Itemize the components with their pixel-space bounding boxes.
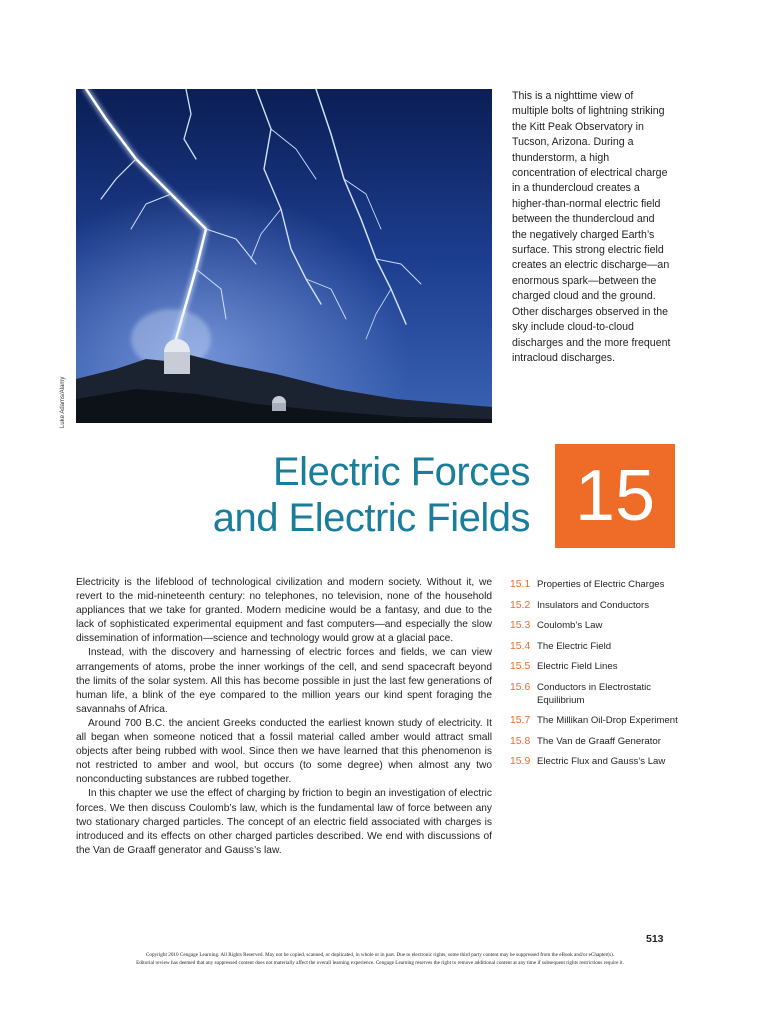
copyright-line-1: Copyright 2010 Cengage Learning. All Rights Reserved. May not be copied, scanned, or duplicated, in whole or in part. Due to electronic rights, some third party content may be suppressed from the eBook and/or eChapter(s). bbox=[145, 952, 615, 958]
toc-title: The Millikan Oil-Drop Experiment bbox=[537, 715, 678, 726]
toc-number: 15.6 bbox=[510, 681, 531, 693]
photo-credit: Luke Adams/Alamy bbox=[60, 376, 66, 428]
toc-title: Electric Field Lines bbox=[537, 661, 618, 672]
toc-number: 15.7 bbox=[510, 715, 531, 726]
chapter-title-line-2: and Electric Fields bbox=[212, 496, 530, 540]
toc-title: Electric Flux and Gauss’s Law bbox=[537, 756, 666, 767]
toc-title: The Electric Field bbox=[537, 640, 612, 652]
toc-item[interactable] bbox=[510, 714, 685, 727]
toc-item[interactable] bbox=[510, 599, 685, 612]
page-number: 513 bbox=[646, 933, 664, 945]
photo-caption: This is a nighttime view of multiple bolts of lightning striking the Kitt Peak Observatory in Tucson, Arizona. During a thunderstorm, a high concentration of electrical charge in a thundercloud creates a higher-than-normal electric field between the thundercloud and the negatively charged Earth’s surface. This strong electric field creates an electric discharge—an enormous spark—between the charged cloud and the ground. Other discharges observed in the sky include cloud-to-cloud discharges and the more frequent intracloud discharges. bbox=[512, 90, 671, 364]
toc-title: Coulomb’s Law bbox=[537, 620, 603, 631]
intro-paragraph-2: Instead, with the discovery and harnessing of electric forces and fields, we can view arrangements of atoms, probe the inner workings of the cell, and send spacecraft beyond the limits of the solar system. All this has become possible in just the last few generations of human life, a blink of the eye compared to the million years our kind spent foraging the savannahs of Africa. bbox=[76, 647, 492, 715]
toc-title: Properties of Electric Charges bbox=[537, 579, 665, 590]
toc-number: 15.4 bbox=[510, 640, 531, 652]
toc-item[interactable] bbox=[510, 660, 685, 673]
toc-title: The Van de Graaff Generator bbox=[537, 735, 661, 747]
chapter-introduction bbox=[76, 576, 492, 858]
toc-item[interactable] bbox=[510, 755, 685, 768]
lightning-illustration bbox=[76, 89, 492, 423]
toc-item[interactable] bbox=[510, 619, 685, 632]
chapter-number-badge: 15 bbox=[555, 444, 675, 548]
toc-number: 15.2 bbox=[510, 599, 531, 611]
chapter-title-line-1: Electric Forces bbox=[273, 450, 530, 494]
toc-item[interactable] bbox=[510, 735, 685, 748]
toc-item[interactable] bbox=[510, 681, 685, 707]
toc-item[interactable] bbox=[510, 578, 685, 591]
copyright-notice bbox=[70, 952, 690, 967]
toc-title: Conductors in Electrostatic Equilibrium bbox=[537, 681, 652, 706]
toc-number: 15.3 bbox=[510, 620, 531, 631]
lightning-photo bbox=[76, 89, 492, 423]
intro-paragraph-1: Electricity is the lifeblood of technological civilization and modern society. Without it, we revert to the mid-nineteenth century: no telephones, no television, none of the household appliances that we take for granted. Modern medicine would be a fantasy, and due to the lack of sophisticated experimental equipment and fast computers—and especially the slow dissemination of information—science and technology would grow at a glacial pace. bbox=[76, 577, 492, 645]
toc-number: 15.5 bbox=[510, 661, 531, 672]
toc-title: Insulators and Conductors bbox=[537, 599, 649, 611]
chapter-contents bbox=[510, 578, 685, 776]
toc-item[interactable] bbox=[510, 640, 685, 653]
copyright-line-2: Editorial review has deemed that any suppressed content does not materially affect the overall learning experience. Cengage Learning reserves the right to remove additional content at any time if subsequent rights restrictions require it. bbox=[136, 959, 624, 966]
toc-number: 15.9 bbox=[510, 756, 531, 767]
toc-number: 15.8 bbox=[510, 735, 531, 747]
intro-paragraph-3: Around 700 B.C. the ancient Greeks conducted the earliest known study of electricity. It all began when someone noticed that a fossil material called amber would attract small objects after being rubbed with wool. Since then we have learned that this phenomenon is not restricted to amber and wool, but occurs (to some degree) when almost any two nonconducting substances are rubbed together. bbox=[76, 717, 492, 786]
toc-number: 15.1 bbox=[510, 579, 531, 590]
chapter-title bbox=[213, 449, 530, 541]
intro-paragraph-4: In this chapter we use the effect of charging by friction to begin an investigation of electric forces. We then discuss Coulomb’s law, which is the fundamental law of force between any two stationary charged particles. The concept of an electric field associated with charges is introduced and its effects on other charged particles described. We end with discussions of the Van de Graaff generator and Gauss’s law. bbox=[76, 788, 492, 856]
